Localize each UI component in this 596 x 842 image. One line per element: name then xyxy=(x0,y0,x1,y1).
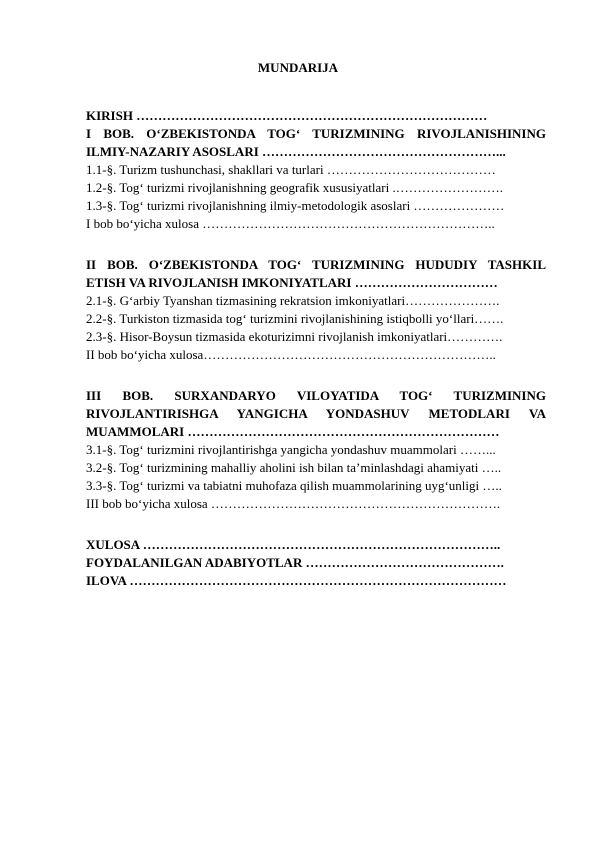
spacer xyxy=(86,233,546,256)
toc-section-3-3: 3.3-§. Tog‘ turizmi va tabiatni muhofaza qilish muammolarining uyg‘unligi ….. xyxy=(86,478,502,493)
toc-section-1-1: 1.1-§. Turizm tushunchasi, shakllari va turlari ………………………………… xyxy=(86,162,496,177)
toc-chapter-3-title-end: MUAMMOLARI ……………………………………………………………… xyxy=(86,424,500,439)
toc-chapter-2-title-cont: ETISH VA RIVOJLANISH IMKONIYATLARI …………………………… xyxy=(86,275,498,290)
spacer xyxy=(86,364,546,387)
toc-section-1-3: 1.3-§. Tog‘ turizmi rivojlanishning ilmiy-metodologik asoslari ………………… xyxy=(86,198,505,213)
toc-section-2-3: 2.3-§. Hisor-Boysun tizmasida ekoturizimni rivojlanish imkoniyatlari…………. xyxy=(86,329,503,344)
toc-chapter-1-summary: I bob bo‘yicha xulosa ………………………………………………………….. xyxy=(86,216,495,231)
toc-section-3-2: 3.2-§. Tog‘ turizmining mahalliy aholini ish bilan ta’minlashdagi ahamiyati ….. xyxy=(86,460,502,475)
toc-chapter-1-title-cont: ILMIY-NAZARIY ASOSLARI ………………………………………………... xyxy=(86,144,506,159)
toc-section-2-1: 2.1-§. G‘arbiy Tyanshan tizmasining rekratsion imkoniyatlari…………………. xyxy=(86,293,500,308)
toc-section-1-2: 1.2-§. Tog‘ turizmi rivojlanishning geografik xususiyatlari .……………………. xyxy=(86,180,503,195)
toc-chapter-2-title: II BOB. O‘ZBEKISTONDA TOG‘ TURIZMINING HUDUDIY TASHKIL xyxy=(86,257,546,272)
toc-chapter-1-title: I BOB. O‘ZBEKISTONDA TOG‘ TURIZMINING RIVOJLANISHINING xyxy=(86,126,546,141)
page-title: MUNDARIJA xyxy=(257,60,339,75)
toc-chapter-3-title: III BOB. SURXANDARYO VILOYATIDA TOG‘ TURIZMINING xyxy=(86,388,546,403)
toc-section-3-1: 3.1-§. Tog‘ turizmini rivojlantirishga yangicha yondashuv muammolari ……... xyxy=(86,442,496,457)
toc-conclusion: XULOSA ……………………………………………………………………….. xyxy=(86,537,501,552)
spacer xyxy=(86,513,546,536)
toc-chapter-3-title-cont: RIVOJLANTIRISHGA YANGICHA YONDASHUV METODLARI VA xyxy=(86,406,546,421)
toc-chapter-3-summary: III bob bo‘yicha xulosa …………………………………………………………. xyxy=(86,496,501,511)
toc-appendix: ILOVA …………………………………………………………………………… xyxy=(86,573,507,588)
toc-intro: KIRISH ……………………………………………………………………… xyxy=(86,108,488,123)
toc-references: FOYDALANILGAN ADABIYOTLAR ………………………………………. xyxy=(86,555,504,570)
toc-chapter-2-summary: II bob bo‘yicha xulosa………………………………………………………….. xyxy=(86,347,496,362)
table-of-contents xyxy=(86,107,546,590)
toc-section-2-2: 2.2-§. Turkiston tizmasida tog‘ turizmini rivojlanishining istiqbolli yo‘llari……. xyxy=(86,311,504,326)
